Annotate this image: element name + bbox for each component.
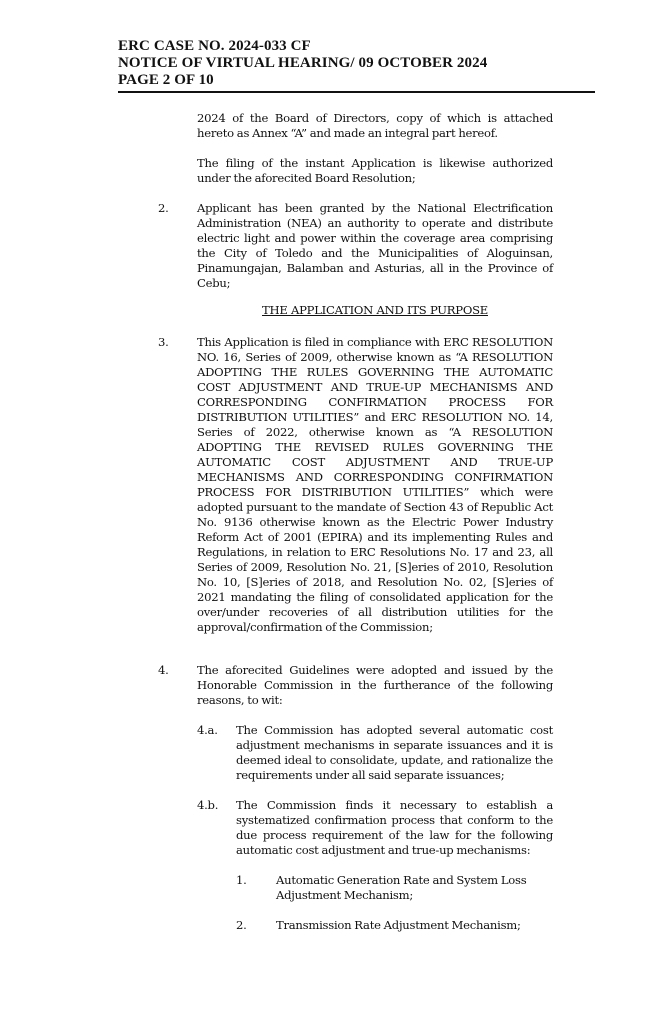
list-item-1-number: 1.: [236, 873, 247, 887]
list-item-2-number: 2.: [236, 918, 247, 932]
case-number: ERC CASE NO. 2024-033 CF: [118, 38, 311, 54]
page-number: PAGE 2 OF 10: [118, 72, 214, 88]
list-item-1-text: Automatic Generation Rate and System Loss Adjustment Mechanism;: [276, 873, 527, 902]
list-item-2-text: Transmission Rate Adjustment Mechanism;: [276, 918, 521, 932]
paragraph-2-text: Applicant has been granted by the National Electrification Administration (NEA) an authority to operate and distribute electric light and power within the coverage area comprising the City of Toledo and the Municipalities of Aloguinsan, Pinamungajan, Balamban and Asturias, all in the Province of Cebu;: [197, 201, 553, 290]
section-heading: THE APPLICATION AND ITS PURPOSE: [262, 303, 488, 317]
filing-paragraph: The filing of the instant Application is likewise authorized under the aforecited Board Resolution;: [197, 156, 553, 185]
continuation-paragraph: 2024 of the Board of Directors, copy of which is attached hereto as Annex “A” and made an integral part hereof.: [197, 111, 553, 140]
paragraph-3-text: This Application is filed in compliance with ERC RESOLUTION NO. 16, Series of 2009, otherwise known as “A RESOLUTION ADOPTING THE RULES GOVERNING THE AUTOMATIC COST ADJUSTMENT AND TRUE-UP MECHANISMS AND CORRESPONDING CONFIRMATION PROCESS FOR DISTRIBUTION UTILITIES” and ERC RESOLUTION NO. 14, Series of 2022, otherwise known as “A RESOLUTION ADOPTING THE REVISED RULES GOVERNING THE AUTOMATIC COST ADJUSTMENT AND TRUE-UP MECHANISMS AND CORRESPONDING CONFIRMATION PROCESS FOR DISTRIBUTION UTILITIES” which were adopted pursuant to the mandate of Section 43 of Republic Act No. 9136 otherwise known as the Electric Power Industry Reform Act of 2001 (EPIRA) and its implementing Rules and Regulations, in relation to ERC Resolutions No. 17 and 23, all Series of 2009, Resolution No. 21, [S]eries of 2010, Resolution No. 10, [S]eries of 2018, and Resolution No. 02, [S]eries of 2021 mandating the filing of consolidated application for the over/under recoveries of all distribution utilities for the approval/confirmation of the Commission;: [197, 335, 553, 634]
header-divider: [118, 91, 595, 93]
paragraph-4a-text: The Commission has adopted several automatic cost adjustment mechanisms in separate issuances and it is deemed ideal to consolidate, update, and rationalize the requirements under all said separate issuances;: [236, 723, 553, 782]
paragraph-2-number: 2.: [158, 201, 169, 215]
document-header: [118, 38, 595, 89]
notice-title: NOTICE OF VIRTUAL HEARING/ 09 OCTOBER 2024: [118, 55, 488, 71]
paragraph-4a-number: 4.a.: [197, 723, 218, 737]
paragraph-3-number: 3.: [158, 335, 169, 349]
paragraph-4-number: 4.: [158, 663, 169, 677]
paragraph-4b-text: The Commission finds it necessary to establish a systematized confirmation process that conform to the due process requirement of the law for the following automatic cost adjustment and true-up mechanisms:: [236, 798, 553, 857]
paragraph-4b-number: 4.b.: [197, 798, 219, 812]
paragraph-4-text: The aforecited Guidelines were adopted and issued by the Honorable Commission in the furtherance of the following reasons, to wit:: [197, 663, 553, 707]
